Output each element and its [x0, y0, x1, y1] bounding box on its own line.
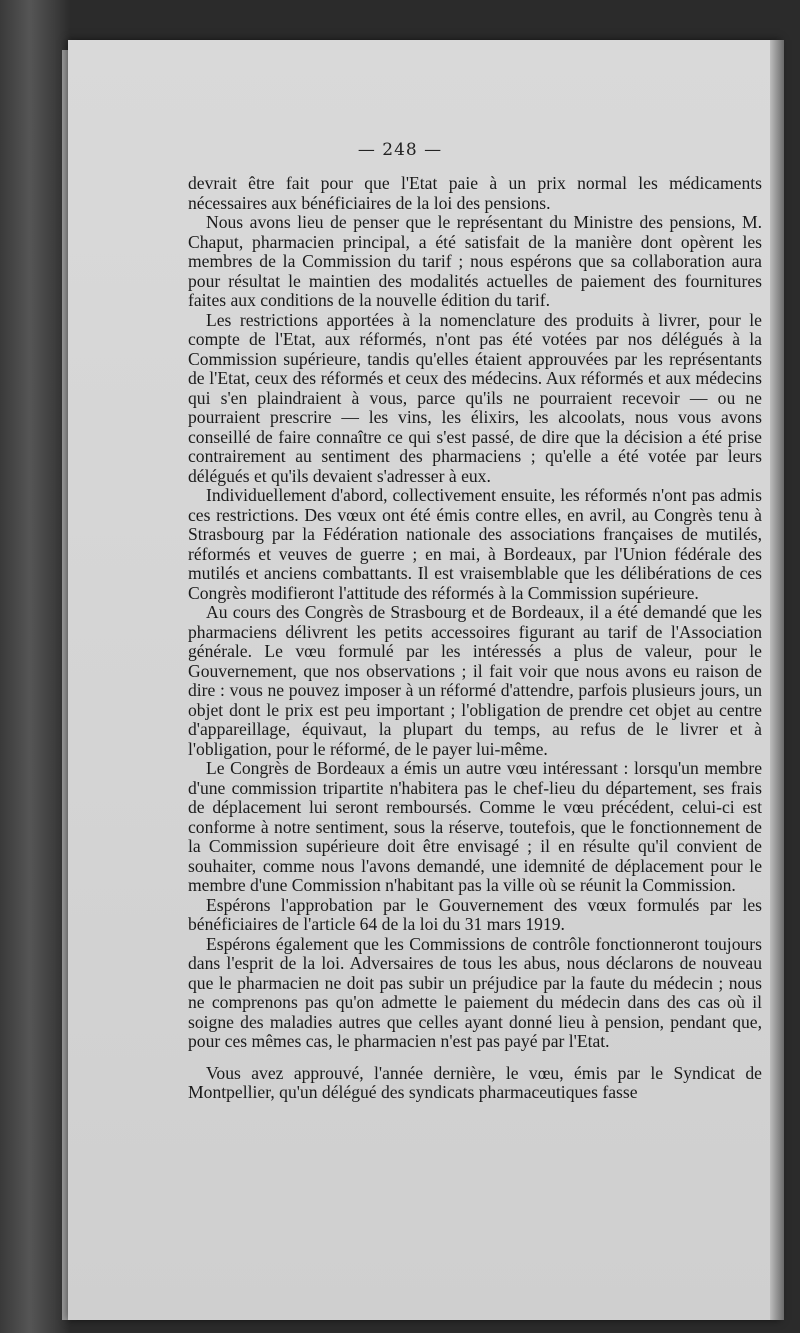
page-number: — 248 — — [357, 140, 443, 160]
paragraph-5: Au cours des Congrès de Strasbourg et de Bordeaux, il a été demandé que les pharmaciens délivrent les petits accessoires figurant au tarif de l'Association générale. Le vœu formulé par les intéressés a plus de valeur, pour le Gouvernement, que nos observations ; il fait voir que nous avons eu raison de dire : vous ne pouvez imposer à un réformé d'attendre, parfois plusieurs jours, un objet dont le prix est peu important ; l'obligation de prendre cet objet au centre d'appareillage, équivaut, la plupart du temps, au refus de le livrer et à l'obligation, pour le réformé, de le payer lui-même. — [188, 602, 762, 759]
paragraph-2: Nous avons lieu de penser que le représentant du Ministre des pensions, M. Chaput, pharmacien principal, a été satisfait de la manière dont opèrent les membres de la Commission du tarif ; nous espérons que sa collaboration aura pour résultat le maintien des modalités actuelles de paiement des fournitures faites aux conditions de la nouvelle édition du tarif. — [188, 212, 762, 310]
paragraph-4: Individuellement d'abord, collectivement ensuite, les réformés n'ont pas admis ces restrictions. Des vœux ont été émis contre elles, en avril, au Congrès tenu à Strasbourg par la Fédération nationale des associations françaises de mutilés, réformés et veuves de guerre ; en mai, à Bordeaux, par l'Union fédérale des mutilés et anciens combattants. Il est vraisemblable que les délibérations de ces Congrès modifieront l'attitude des réformés à la Commission supérieure. — [188, 485, 762, 603]
paragraph-1: devrait être fait pour que l'Etat paie à un prix normal les médicaments nécessaires aux bénéficiaires de la loi des pensions. — [188, 173, 762, 213]
paragraph-8: Espérons également que les Commissions de contrôle fonctionneront toujours dans l'esprit de la loi. Adversaires de tous les abus, nous déclarons de nouveau que le pharmacien ne doit pas subir un préjudice par la faute du médecin ; nous ne comprenons pas qu'on admette le paiement du médecin dans des cas où il soigne des maladies autres que celles ayant donné lieu à pension, pendant que, pour ces mêmes cas, le pharmacien n'est pas payé par l'Etat. — [188, 933, 762, 1051]
page-body — [188, 174, 762, 1103]
paragraph-3: Les restrictions apportées à la nomenclature des produits à livrer, pour le compte de l'Etat, aux réformés, n'ont pas été votées par nos délégués à la Commission supérieure, tandis qu'elles étaient approuvées par les représentants de l'Etat, ceux des réformés et ceux des médecins. Aux réformés et aux médecins qui s'en plaindraient à vous, parce qu'ils ne pourraient recevoir — ou ne pourraient prescrire — les vins, les élixirs, les alcoolats, nous vous avons conseillé de faire connaître ce qui s'est passé, de dire que la décision a été prise contrairement au sentiment des pharmaciens ; qu'elle a été votée par leurs délégués et qu'ils devaient s'adresser à eux. — [188, 309, 762, 486]
paragraph-7: Espérons l'approbation par le Gouvernement des vœux formulés par les bénéficiaires de l'article 64 de la loi du 31 mars 1919. — [188, 894, 762, 934]
page-right-shadow — [770, 40, 784, 1320]
paragraph-9: Vous avez approuvé, l'année dernière, le vœu, émis par le Syndicat de Montpellier, qu'un délégué des syndicats pharmaceutiques fasse — [188, 1062, 762, 1102]
paragraph-6: Le Congrès de Bordeaux a émis un autre vœu intéressant : lorsqu'un membre d'une commission tripartite n'habitera pas le chef-lieu du département, ses frais de déplacement lui seront remboursés. Comme le vœu précédent, celui-ci est conforme à notre sentiment, sous la réserve, toutefois, que le fonctionnement de la Commission supérieure doit être envisagé ; il en résulte qu'il convient de souhaiter, comme nous l'avons demandé, une idemnité de déplacement pour le membre d'une Commission n'habitant pas la ville où se réunit la Commission. — [188, 758, 762, 895]
